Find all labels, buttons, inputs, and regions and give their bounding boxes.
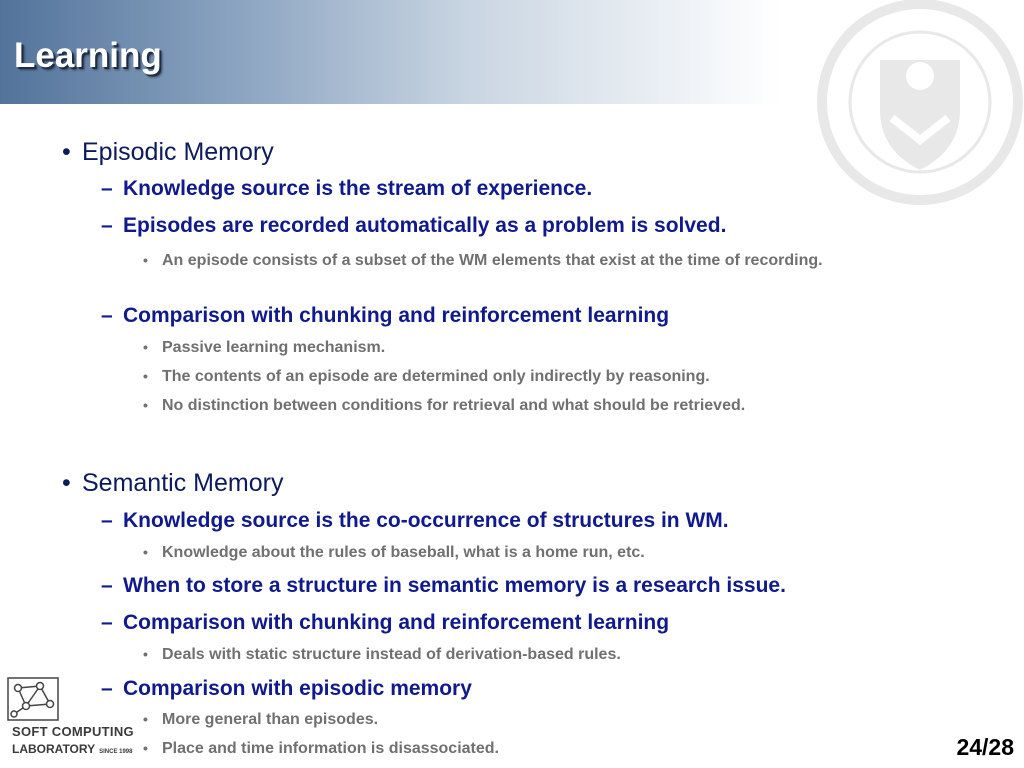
outline-detail	[143, 711, 378, 729]
episodic-detail-contents: The contents of an episode are determined only indirectly by reasoning.	[162, 368, 710, 385]
episodic-point-recording: Episodes are recorded automatically as a problem is solved.	[123, 214, 727, 237]
bullet-marker: •	[143, 711, 148, 727]
semantic-point-research-issue: When to store a structure in semantic memory is a research issue.	[123, 574, 786, 597]
episodic-point-comparison: Comparison with chunking and reinforcement learning	[123, 304, 670, 327]
semantic-point-knowledge-source: Knowledge source is the co-occurrence of structures in WM.	[123, 509, 729, 532]
outline-item-semantic-memory	[62, 469, 283, 498]
outline-subitem	[101, 177, 592, 201]
episodic-memory-heading: Episodic Memory	[82, 138, 274, 166]
outline-item-episodic-memory	[62, 138, 274, 167]
dash-marker: –	[101, 611, 113, 634]
dash-marker: –	[101, 574, 113, 597]
dash-marker: –	[101, 677, 113, 700]
outline-detail	[143, 646, 621, 664]
bullet-marker: •	[143, 397, 148, 413]
semantic-detail-static-structure: Deals with static structure instead of derivation-based rules.	[162, 646, 621, 663]
bullet-marker: •	[143, 740, 148, 756]
outline-detail	[143, 397, 745, 415]
bullet-marker: •	[143, 368, 148, 384]
episodic-point-knowledge-source: Knowledge source is the stream of experience.	[123, 177, 593, 200]
bullet-marker: •	[143, 646, 148, 662]
semantic-point-comparison-episodic: Comparison with episodic memory	[123, 677, 472, 700]
university-seal-watermark	[796, 0, 1024, 226]
logo-text-laboratory	[12, 742, 132, 756]
bullet-marker: •	[143, 544, 148, 560]
outline-subitem	[101, 611, 669, 635]
logo-laboratory-word: LABORATORY	[12, 742, 96, 756]
network-graph-icon	[6, 676, 60, 722]
dash-marker: –	[101, 177, 113, 200]
semantic-memory-heading: Semantic Memory	[82, 469, 284, 497]
slide-title: Learning	[14, 36, 162, 75]
outline-detail	[143, 544, 645, 562]
bullet-marker: •	[143, 252, 148, 268]
episodic-detail-no-distinction: No distinction between conditions for retrieval and what should be retrieved.	[162, 397, 746, 414]
dash-marker: –	[101, 214, 113, 237]
bullet-marker: •	[62, 469, 71, 497]
dash-marker: –	[101, 509, 113, 532]
outline-subitem	[101, 574, 786, 598]
logo-since-text: SINCE 1998	[99, 749, 133, 755]
episodic-detail-subset: An episode consists of a subset of the WM elements that exist at the time of recording.	[162, 252, 823, 269]
episodic-detail-passive: Passive learning mechanism.	[162, 339, 386, 356]
semantic-detail-baseball: Knowledge about the rules of baseball, what is a home run, etc.	[162, 544, 645, 561]
bullet-marker: •	[62, 138, 71, 166]
lab-logo	[4, 676, 154, 764]
outline-detail	[143, 368, 710, 386]
semantic-point-comparison-chunking: Comparison with chunking and reinforcement learning	[123, 611, 670, 634]
semantic-detail-more-general: More general than episodes.	[162, 711, 379, 728]
bullet-marker: •	[143, 339, 148, 355]
outline-subitem	[101, 214, 726, 238]
outline-detail	[143, 740, 499, 758]
semantic-detail-place-time: Place and time information is disassociated.	[162, 740, 499, 757]
logo-text-soft-computing: SOFT COMPUTING	[12, 724, 134, 739]
outline-detail	[143, 248, 903, 273]
outline-subitem	[101, 509, 729, 533]
dash-marker: –	[101, 304, 113, 327]
outline-subitem	[101, 304, 669, 328]
outline-detail	[143, 339, 385, 357]
outline-subitem	[101, 677, 472, 701]
page-number: 24/28	[956, 734, 1014, 760]
